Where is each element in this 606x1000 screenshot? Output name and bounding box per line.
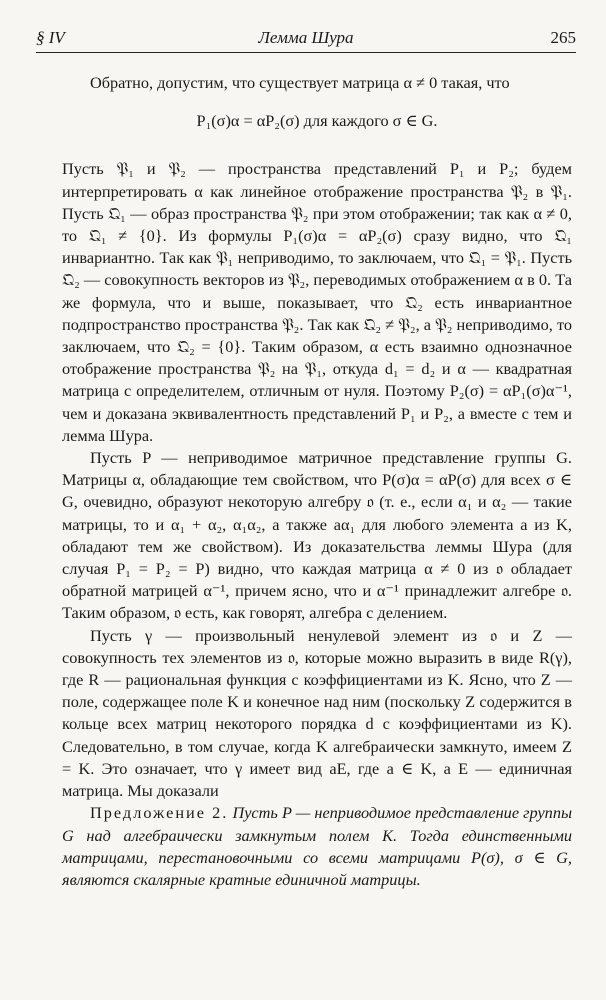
running-header [36,28,576,53]
main-text [62,72,572,891]
proposition [62,802,572,891]
paragraph-field: Пусть γ — произвольный ненулевой элемент из 𝔬 и Z — совокупность тех элементов из 𝔬, которые можно выразить в виде R(γ), где R — рациональная функция с коэффициентами из K. Ясно, что Z — поле, содержащее поле K и конечное над ним (поскольку Z содержится в кольце всех матриц некоторого порядка d с коэффициентами из K). Следовательно, в том случае, когда K алгебраически замкнуто, имеем Z = K. Это означает, что γ имеет вид aE, где a ∈ K, а E — единичная матрица. Мы доказали [62,625,572,801]
running-title: Лемма Шура [258,28,354,47]
paragraph-algebra: Пусть P — неприводимое матричное представление группы G. Матрицы α, обладающие тем свойством, что P(σ)α = αP(σ) для всех σ ∈ G, очевидно, образуют некоторую алгебру 𝔬 (т. е., если α₁ и α₂ — такие матрицы, то и α₁ + α₂, α₁α₂, а также aα₁ для любого элемента a из K, обладают тем же свойством). Из доказательства леммы Шура (для случая P₁ = P₂ = P) видно, что каждая матрица α ≠ 0 из 𝔬 обладает обратной матрицей α⁻¹, причем ясно, что и α⁻¹ принадлежит алгебре 𝔬. Таким образом, 𝔬 есть, как говорят, алгебра с делением. [62,448,572,623]
proposition-text: Пусть P — неприводимое представление группы G над алгебраически замкнутым полем K. Тогда единственными матрицами, перестановочными со всеми матрицами P(σ), σ ∈ G, являются скалярные кратные единичной матрицы. [62,803,572,889]
section-number: § IV [36,28,65,47]
display-formula: P₁(σ)α = αP₂(σ) для каждого σ ∈ G. [196,111,438,131]
page-number: 265 [550,28,576,47]
proposition-label: Предложение 2. [90,803,229,823]
paragraph-intro: Обратно, допустим, что существует матрица α ≠ 0 такая, что [90,73,510,92]
paragraph-proof: Пусть 𝔓₁ и 𝔓₂ — пространства представлений P₁ и P₂; будем интерпретировать α как линейное отображение пространства 𝔓₂ в 𝔓₁. Пусть 𝔔₁ — образ пространства 𝔓₂ при этом отображении; так как α ≠ 0, то 𝔔₁ ≠ {0}. Из формулы P₁(σ)α = αP₂(σ) сразу видно, что 𝔔₁ инвариантно. Так как 𝔓₁ неприводимо, то заключаем, что 𝔔₁ = 𝔓₁. Пусть 𝔔₂ — совокупность векторов из 𝔓₂, переводимых отображением α в 0. Та же формула, что и выше, показывает, что 𝔔₂ есть инвариантное подпространство пространства 𝔓₂. Так как 𝔔₂ ≠ 𝔓₂, а 𝔓₂ неприводимо, то заключаем, что 𝔔₂ = {0}. Таким образом, α есть взаимно однозначное отображение пространства 𝔓₂ на 𝔓₁, откуда d₁ = d₂ и α — квадратная матрица с определителем, отличным от нуля. Поэтому P₂(σ) = αP₁(σ)α⁻¹, чем и доказана эквивалентность представлений P₁ и P₂, а вместе с тем и лемма Шура. [62,159,572,445]
